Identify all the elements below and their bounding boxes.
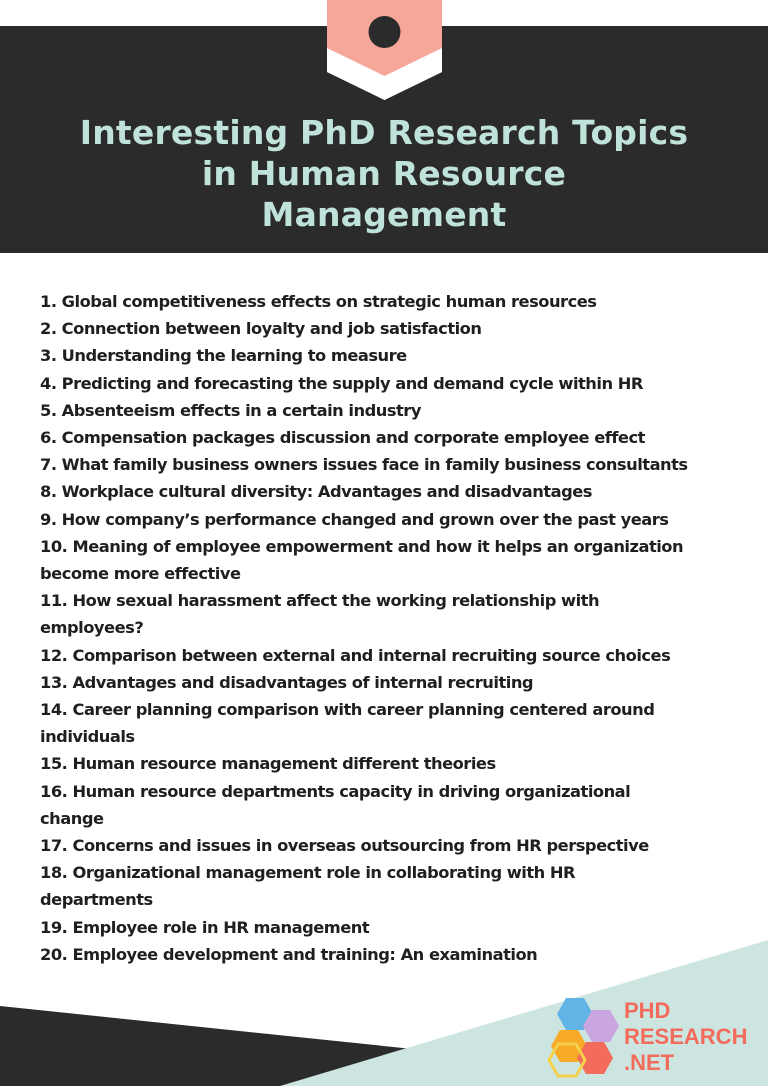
- list-item: 7. What family business owners issues face in family business consultants: [40, 455, 688, 475]
- title-line: Interesting PhD Research Topics: [79, 113, 689, 152]
- list-item: become more effective: [40, 564, 241, 584]
- list-item: 17. Concerns and issues in overseas outsourcing from HR perspective: [40, 836, 649, 856]
- list-item: 4. Predicting and forecasting the supply and demand cycle within HR: [40, 373, 643, 393]
- list-item: 14. Career planning comparison with career planning centered around: [40, 700, 655, 720]
- list-item: 8. Workplace cultural diversity: Advantages and disadvantages: [40, 482, 592, 502]
- brand-line: .NET: [624, 1050, 675, 1075]
- list-item: change: [40, 808, 104, 828]
- title-line: in Human Resource: [201, 154, 567, 193]
- list-item: 9. How company’s performance changed and grown over the past years: [40, 509, 669, 529]
- list-item: 13. Advantages and disadvantages of internal recruiting: [40, 672, 534, 692]
- hexagon-logo-icon: [540, 992, 630, 1078]
- list-item: 19. Employee role in HR management: [40, 917, 370, 937]
- page-title: [40, 112, 728, 235]
- brand-line: PHD: [624, 998, 671, 1023]
- list-item: 1. Global competitiveness effects on strategic human resources: [40, 292, 597, 311]
- list-item: 5. Absenteeism effects in a certain industry: [40, 400, 421, 420]
- list-item: departments: [40, 890, 153, 910]
- list-item: 12. Comparison between external and internal recruiting source choices: [40, 645, 671, 665]
- list-item: 6. Compensation packages discussion and corporate employee effect: [40, 428, 645, 448]
- list-item: 10. Meaning of employee empowerment and how it helps an organization: [40, 536, 684, 556]
- title-line: Management: [261, 195, 507, 234]
- list-item: 3. Understanding the learning to measure: [40, 346, 407, 366]
- list-item: 15. Human resource management different theories: [40, 754, 496, 774]
- list-item: employees?: [40, 618, 144, 638]
- list-item: 20. Employee development and training: An examination: [40, 944, 538, 964]
- list-item: 18. Organizational management role in collaborating with HR: [40, 863, 576, 883]
- topic-list: [40, 288, 740, 968]
- brand-wordmark: [624, 998, 747, 1076]
- list-item: 11. How sexual harassment affect the working relationship with: [40, 591, 600, 611]
- list-item: 16. Human resource departments capacity in driving organizational: [40, 781, 631, 801]
- ribbon-icon: [327, 0, 442, 100]
- list-item: individuals: [40, 727, 135, 747]
- list-item: 2. Connection between loyalty and job satisfaction: [40, 319, 482, 339]
- brand-line: RESEARCH: [624, 1024, 748, 1049]
